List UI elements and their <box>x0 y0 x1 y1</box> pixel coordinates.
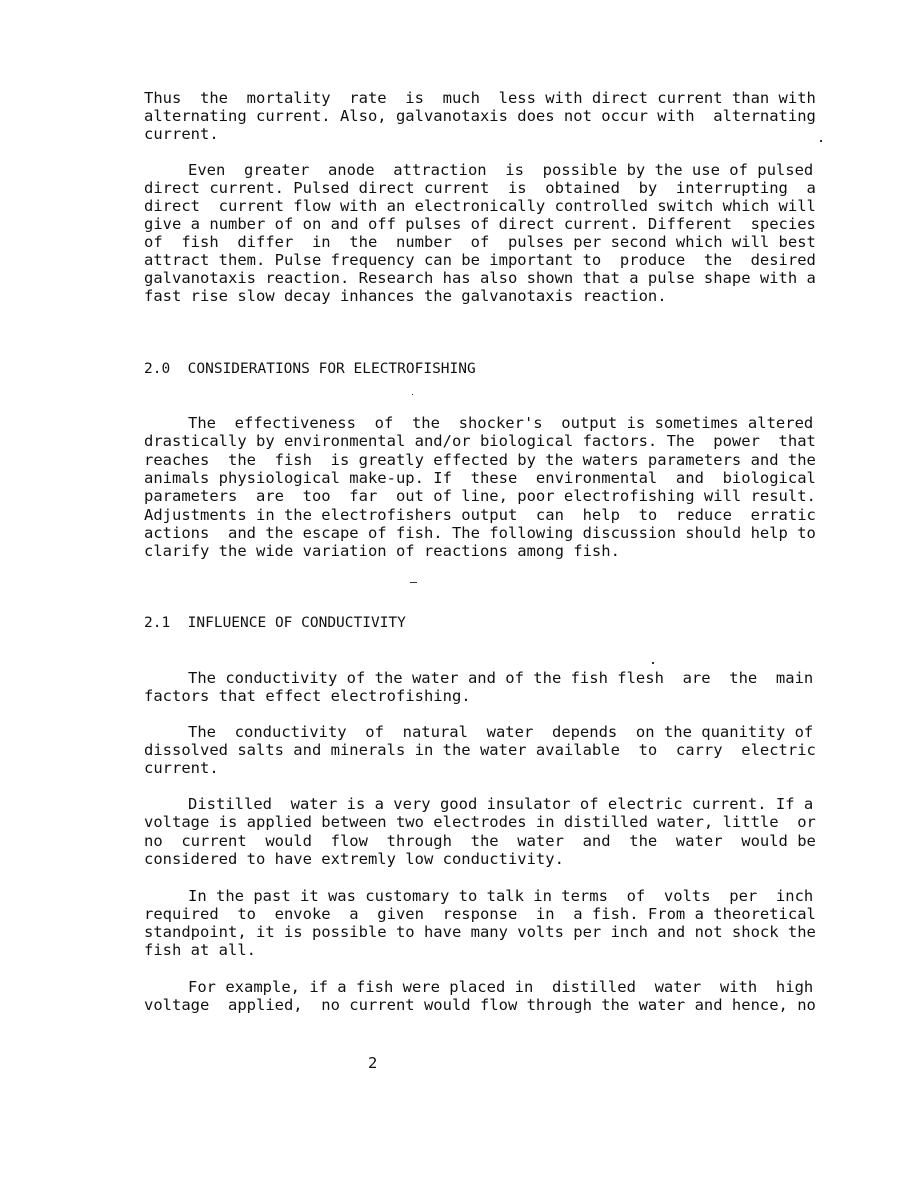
page-number: 2 <box>368 1054 378 1072</box>
text-line: Adjustments in the electrofishers output can help to reduce erratic <box>144 506 816 524</box>
scan-speck <box>410 582 417 583</box>
text-line: parameters are too far out of line, poor electrofishing will result. <box>144 487 816 505</box>
scan-speck <box>412 394 413 395</box>
text-line: In the past it was customary to talk in terms of volts per inch <box>188 887 814 905</box>
text-line: no current would flow through the water and the water would be <box>144 832 816 850</box>
text-line: Thus the mortality rate is much less with direct current than with <box>144 89 816 107</box>
section-heading: 2.0 CONSIDERATIONS FOR ELECTROFISHING <box>144 361 476 377</box>
text-line: Even greater anode attraction is possible by the use of pulsed <box>188 161 814 179</box>
text-line: dissolved salts and minerals in the water available to carry electric <box>144 741 816 759</box>
text-line: galvanotaxis reaction. Research has also shown that a pulse shape with a <box>144 269 816 287</box>
text-line: required to envoke a given response in a fish. From a theoretical <box>144 905 816 923</box>
text-line: reaches the fish is greatly effected by the waters parameters and the <box>144 451 816 469</box>
text-line: attract them. Pulse frequency can be important to produce the desired <box>144 251 816 269</box>
scan-speck <box>820 140 822 142</box>
text-line: voltage applied, no current would flow through the water and hence, no <box>144 996 816 1014</box>
text-line: current. <box>144 125 219 143</box>
text-line: For example, if a fish were placed in distilled water with high <box>188 978 814 996</box>
text-line: standpoint, it is possible to have many volts per inch and not shock the <box>144 923 816 941</box>
text-line: Distilled water is a very good insulator of electric current. If a <box>188 795 814 813</box>
scan-speck <box>652 662 654 664</box>
text-line: fish at all. <box>144 941 256 959</box>
text-line: direct current. Pulsed direct current is obtained by interrupting a <box>144 179 816 197</box>
text-line: The effectiveness of the shocker's output is sometimes altered <box>188 414 814 432</box>
text-line: of fish differ in the number of pulses per second which will best <box>144 233 816 251</box>
text-line: give a number of on and off pulses of direct current. Different species <box>144 215 816 233</box>
text-line: actions and the escape of fish. The following discussion should help to <box>144 524 816 542</box>
text-line: direct current flow with an electronically controlled switch which will <box>144 197 816 215</box>
text-line: factors that effect electrofishing. <box>144 687 471 705</box>
text-line: considered to have extremly low conductivity. <box>144 850 564 868</box>
text-line: The conductivity of natural water depends on the quanitity of <box>188 723 814 741</box>
section-heading: 2.1 INFLUENCE OF CONDUCTIVITY <box>144 615 406 631</box>
text-line: animals physiological make-up. If these environmental and biological <box>144 469 816 487</box>
text-line: current. <box>144 759 219 777</box>
text-line: fast rise slow decay inhances the galvanotaxis reaction. <box>144 287 667 305</box>
text-line: The conductivity of the water and of the fish flesh are the main <box>188 669 814 687</box>
text-line: voltage is applied between two electrodes in distilled water, little or <box>144 813 816 831</box>
text-line: alternating current. Also, galvanotaxis does not occur with alternating <box>144 107 816 125</box>
text-line: drastically by environmental and/or biological factors. The power that <box>144 432 816 450</box>
text-line: clarify the wide variation of reactions among fish. <box>144 542 620 560</box>
